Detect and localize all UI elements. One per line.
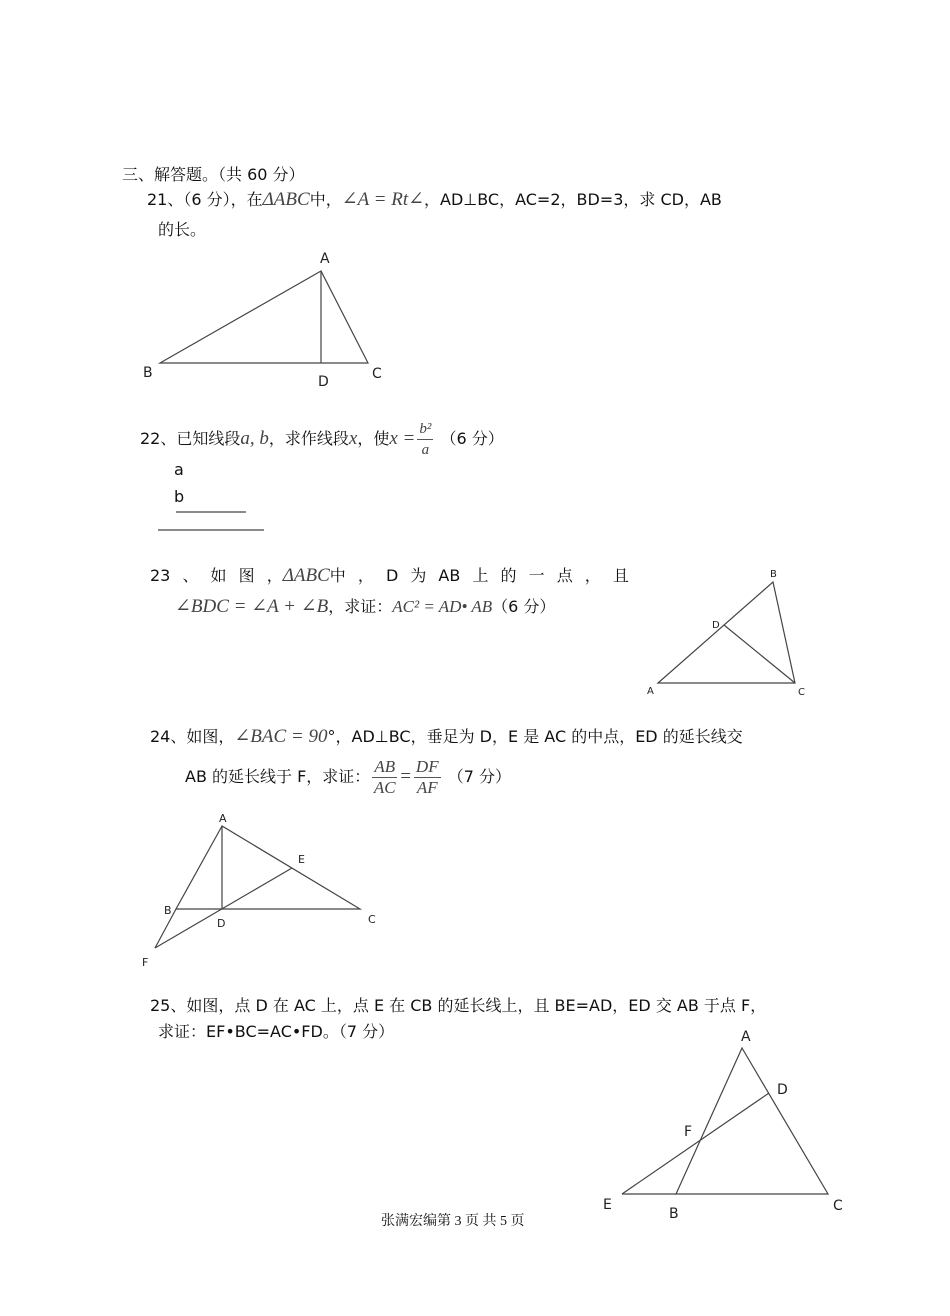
line-ed bbox=[622, 1093, 769, 1194]
label-c: C bbox=[368, 913, 376, 926]
q21-text: ，AD⊥BC，AC=2，BD=3，求 CD，AB bbox=[424, 190, 722, 209]
q23-proof: AC² = AD• AB bbox=[392, 597, 493, 616]
label-a: A bbox=[320, 251, 330, 267]
label-e: E bbox=[298, 853, 305, 866]
q24-f1-den: AC bbox=[373, 778, 396, 797]
label-f: F bbox=[142, 956, 149, 969]
q22-ab: a, b bbox=[240, 428, 269, 449]
q25-line2: 求证：EF•BC=AC•FD。（7 分） bbox=[158, 1022, 395, 1041]
q24-f2-den: AF bbox=[416, 778, 438, 797]
q23-triangle: ΔABC bbox=[282, 565, 330, 586]
q23-points: （6 分） bbox=[492, 597, 556, 616]
label-c: C bbox=[833, 1198, 843, 1214]
q22-points: （6 分） bbox=[440, 429, 504, 448]
label-c: C bbox=[372, 366, 382, 382]
triangle-abc bbox=[676, 1048, 828, 1194]
q21-triangle: ΔABC bbox=[262, 189, 310, 210]
q22-x-eq: x = bbox=[389, 428, 416, 449]
label-a: A bbox=[741, 1029, 751, 1045]
label-d: D bbox=[712, 620, 720, 631]
q22-x: x bbox=[348, 428, 358, 449]
q22-den: a bbox=[421, 442, 430, 458]
q23-text: ，求证： bbox=[328, 597, 393, 616]
line-ef bbox=[155, 868, 292, 948]
q24-text: AB 的延长线于 F，求证： bbox=[185, 767, 371, 786]
q22-text: ，求作线段 bbox=[268, 429, 349, 448]
label-c: C bbox=[798, 687, 805, 698]
q23-text: 中 ， D 为 AB 上 的 一 点 ， 且 bbox=[329, 566, 629, 585]
label-a: A bbox=[219, 812, 227, 825]
label-a: A bbox=[647, 686, 654, 697]
q24-text: °，AD⊥BC，垂足为 D，E 是 AC 的中点，ED 的延长线交 bbox=[327, 727, 743, 746]
figure-q21 bbox=[143, 251, 382, 390]
q24-text: 24、如图， bbox=[150, 727, 235, 746]
label-b: B bbox=[164, 904, 172, 917]
figure-q24 bbox=[142, 812, 376, 969]
q23-condition: ∠BDC = ∠A + ∠B bbox=[175, 596, 329, 617]
segment-b-label: b bbox=[174, 487, 185, 506]
triangle-abc bbox=[176, 826, 360, 909]
label-b: B bbox=[770, 569, 777, 580]
figure-q22-segments bbox=[158, 512, 264, 530]
triangle-abc bbox=[658, 582, 795, 683]
q24-f1-num: AB bbox=[374, 757, 396, 776]
q23-text: 23 、 如 图 ， bbox=[150, 566, 283, 585]
label-d: D bbox=[777, 1082, 788, 1098]
label-f: F bbox=[684, 1124, 693, 1140]
q21-text: 中， bbox=[309, 190, 342, 209]
label-d: D bbox=[318, 374, 329, 390]
figure-q23 bbox=[647, 569, 805, 698]
label-e: E bbox=[603, 1197, 612, 1213]
q22-text: ，使 bbox=[357, 429, 390, 448]
q25-line1: 25、如图，点 D 在 AC 上，点 E 在 CB 的延长线上，且 BE=AD，ED 交 AB 于点 F， bbox=[150, 996, 767, 1015]
segment-a-label: a bbox=[174, 460, 184, 479]
figure-q25 bbox=[603, 1029, 843, 1222]
q21-text: 21、（6 分），在 bbox=[147, 190, 263, 209]
section-heading: 三、解答题。（共 60 分） bbox=[122, 165, 305, 184]
q22-text: 22、已知线段 bbox=[140, 429, 241, 448]
q24-angle: ∠BAC = 90 bbox=[234, 726, 328, 747]
q24-f2-num: DF bbox=[415, 757, 439, 776]
label-d: D bbox=[217, 917, 226, 930]
q21-angle: ∠A = Rt∠ bbox=[341, 189, 425, 210]
q24-eq: = bbox=[399, 766, 412, 787]
label-b: B bbox=[143, 365, 153, 381]
page-footer: 张满宏编第 3 页 共 5 页 bbox=[381, 1214, 525, 1229]
label-b: B bbox=[669, 1206, 679, 1222]
q22-num: b² bbox=[417, 419, 433, 440]
q24-points: （7 分） bbox=[447, 767, 511, 786]
q21-line2: 的长。 bbox=[158, 220, 207, 239]
triangle-abc bbox=[160, 271, 368, 363]
